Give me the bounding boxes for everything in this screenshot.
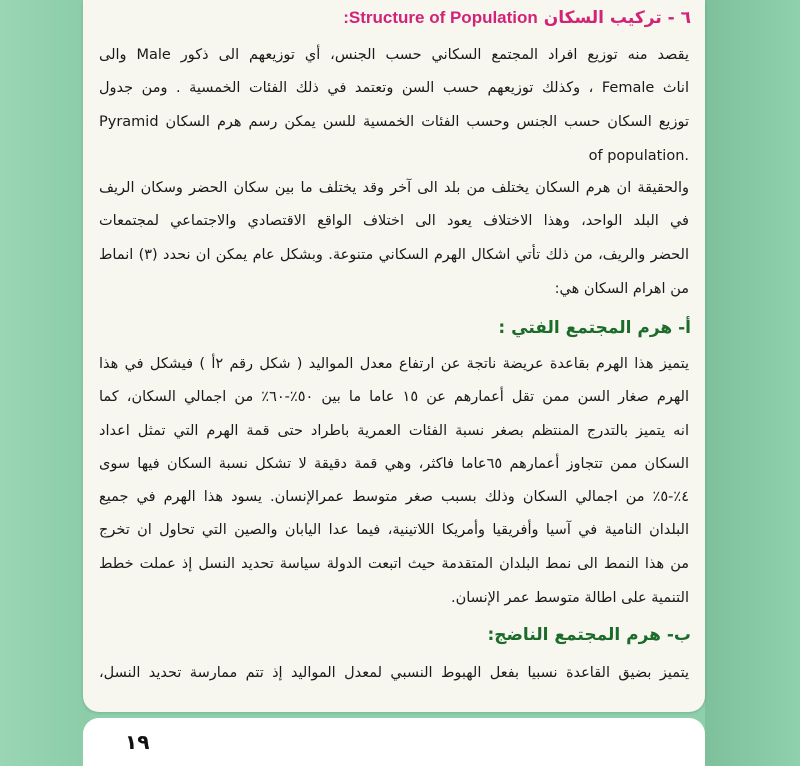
document-page	[83, 0, 705, 712]
intro-line-4: .of population	[588, 148, 689, 164]
background-right	[705, 0, 800, 766]
para-a-line-1: يتميز هذا الهرم بقاعدة عريضة ناتجة عن ارتفاع معدل المواليد ( شكل رقم ٢أ ) فيشكل في هذا	[99, 356, 689, 372]
intro-line-3: توزيع السكان حسب الجنس وحسب الفئات الخمسية للسن يمكن رسم هرم السكان Pyramid	[99, 114, 689, 130]
background-left	[0, 0, 90, 766]
para2-line-2: في البلد الواحد، وهذا الاختلاف يعود الى اختلاف الواقع الاقتصادي والاجتماعي لمجتمعات	[99, 213, 689, 229]
intro-line-1: يقصد منه توزيع افراد المجتمع السكاني حسب الجنس، أي توزيعهم الى ذكور Male والى	[99, 47, 689, 63]
para-a-line-2: الهرم صغار السن ممن تقل أعمارهم عن ١٥ عاما ما بين ٥٠٪-٦٠٪ من اجمالي السكان، كما	[99, 389, 689, 405]
para-a-line-4: السكان ممن تتجاوز أعمارهم ٦٥عاما فاكثر، وهي قمة دقيقة لا تشكل نسبة السكان فيها سوى	[99, 456, 689, 472]
page-number: ١٩	[125, 730, 150, 754]
section-heading	[343, 8, 691, 28]
para2-line-4: من اهرام السكان هي:	[554, 281, 689, 297]
page-footer	[83, 718, 705, 766]
para-a-line-7: من هذا النمط الى نمط البلدان المتقدمة حيث اتبعت الدولة سياسة تحديد النسل إذ عملت خطط	[99, 556, 689, 572]
para-a-line-8: التنمية على اطالة متوسط عمر الإنسان.	[450, 590, 689, 606]
para2-line-1: والحقيقة ان هرم السكان يختلف من بلد الى آخر وقد يختلف ما بين سكان الحضر وسكان الريف	[99, 180, 689, 196]
para-a-line-6: البلدان النامية في آسيا وأفريقيا وأمريكا اللاتينية، فيما عدا اليابان والصين التي تحاول ان تخرج	[99, 522, 689, 538]
section-title-english: Structure of Population:	[343, 8, 538, 27]
para2-line-3: الحضر والريف، من ذلك تأتي اشكال الهرم السكاني متنوعة. وبشكل عام يمكن ان نحدد (٣) انماط	[99, 247, 689, 263]
subheading-young-pyramid: أ- هرم المجتمع الفتي :	[498, 318, 691, 338]
para-b-line-1: يتميز بضيق القاعدة نسبيا بفعل الهبوط النسبي لمعدل المواليد إذ تتم ممارسة تحديد النسل،	[99, 665, 689, 681]
para-a-line-5: ٤٪-٥٪ من اجمالي السكان وذلك بسبب صغر متوسط عمرالإنسان. يسود هذا الهرم في جميع	[99, 489, 689, 505]
para-a-line-3: انه يتميز بالتدرج المنتظم بصغر نسبة الفئات العمرية باطراد حتى قمة الهرم التي تمثل اعداد	[99, 423, 689, 439]
section-number: ٦ -	[661, 8, 691, 28]
subheading-mature-pyramid: ب- هرم المجتمع الناضج:	[487, 625, 691, 645]
intro-line-2: اناث Female ، وكذلك توزيعهم حسب السن وتعتمد في ذلك الفئات الخمسية . ومن جدول	[99, 80, 689, 96]
section-title-arabic: تركيب السكان	[537, 8, 662, 28]
